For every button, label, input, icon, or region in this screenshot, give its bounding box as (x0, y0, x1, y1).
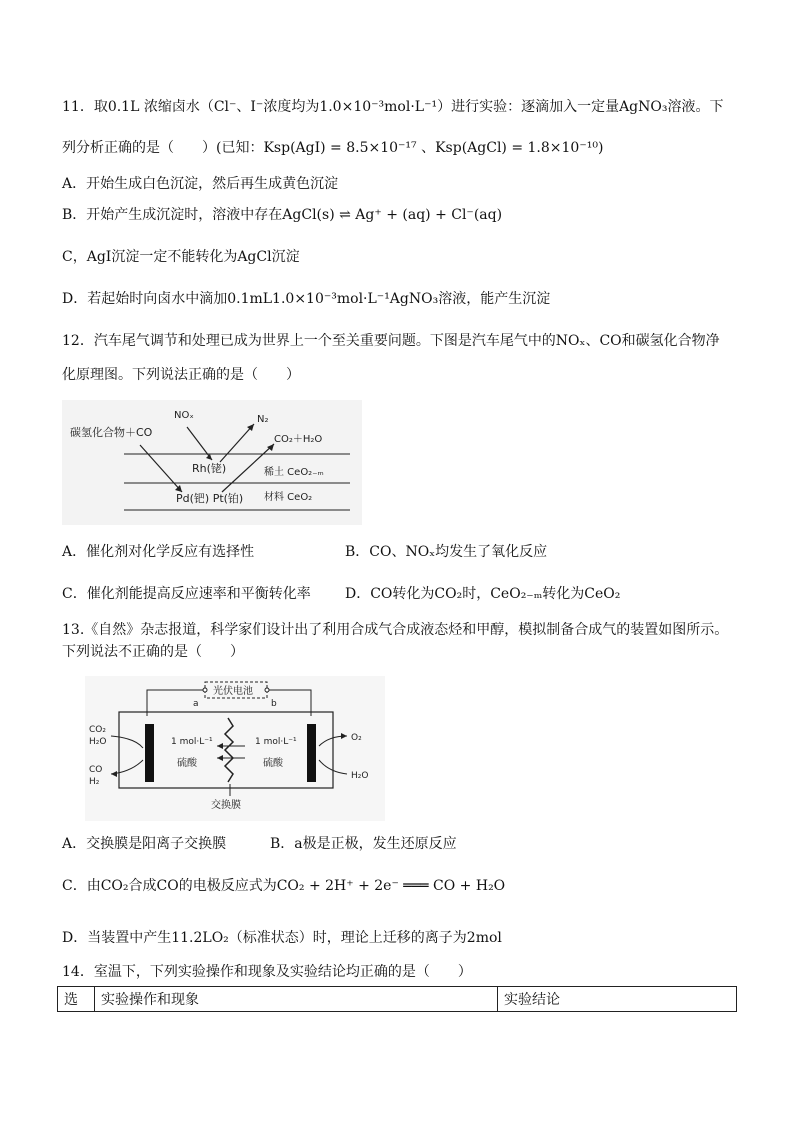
table-header-cell: 实验结论 (498, 987, 737, 1012)
q13-stem-line2: 下列说法不正确的是（ ） (62, 644, 244, 660)
label-acid-right: 硫酸 (263, 758, 283, 769)
label-pv-cell: 光伏电池 (213, 686, 253, 697)
q13-option-a: A．交换膜是阳离子交换膜 (62, 836, 227, 852)
label-nox: NOₓ (174, 410, 194, 421)
label-acid-left: 硫酸 (177, 758, 197, 769)
q13-option-d: D．当装置中产生11.2LO₂（标准状态）时，理论上迁移的离子为2mol (62, 930, 502, 946)
q11-option-c: C，AgI沉淀一定不能转化为AgCl沉淀 (62, 249, 300, 265)
table-header-row (58, 987, 737, 1012)
q11-option-d: D．若起始时向卤水中滴加0.1mL1.0×10⁻³mol·L⁻¹AgNO₃溶液，能产生沉淀 (62, 291, 551, 307)
label-h2-out: H₂ (89, 777, 100, 787)
q14-table (57, 986, 737, 1012)
q13-option-b: B．a极是正极，发生还原反应 (270, 836, 457, 852)
electrolysis-cell-diagram (85, 676, 385, 821)
q12-option-b: B．CO、NOₓ均发生了氧化反应 (345, 544, 548, 560)
label-co-out: CO (89, 765, 103, 775)
table-header-cell: 选 (58, 987, 95, 1012)
catalytic-converter-figure (62, 400, 362, 529)
label-conc-right: 1 mol·L⁻¹ (255, 737, 297, 747)
table-header-cell: 实验操作和现象 (95, 987, 498, 1012)
q11-option-a: A．开始生成白色沉淀，然后再生成黄色沉淀 (62, 176, 339, 192)
label-pd-pt: Pd(钯) Pt(铂) (176, 492, 244, 505)
label-hydrocarbon-co: 碳氢化合物＋CO (70, 426, 153, 439)
q13-stem-line1: 13.《自然》杂志报道，科学家们设计出了利用合成气合成液态烃和甲醇，模拟制备合成气的装置如图所示。 (62, 622, 729, 638)
q12-stem-line1: 12．汽车尾气调节和处理已成为世界上一个至关重要问题。下图是汽车尾气中的NOₓ、CO和碳氢化合物净 (62, 333, 720, 349)
q13-option-c: C．由CO₂合成CO的电极反应式为CO₂ + 2H⁺ + 2e⁻ ═══ CO + H₂O (62, 878, 506, 894)
q11-stem-line2: 列分析正确的是（ ）(已知：Ksp(AgI) = 8.5×10⁻¹⁷ 、Ksp(AgCl) = 1.8×10⁻¹⁰) (62, 140, 604, 156)
label-exchange-membrane: 交换膜 (211, 800, 241, 811)
label-b: b (271, 699, 277, 709)
label-n2: N₂ (257, 414, 269, 425)
q14-stem: 14．室温下，下列实验操作和现象及实验结论均正确的是（ ） (62, 964, 472, 980)
label-o2-out: O₂ (351, 733, 362, 743)
label-h2o-in-right: H₂O (351, 771, 369, 781)
label-co2-h2o: CO₂＋H₂O (274, 434, 323, 445)
q12-option-a: A．催化剂对化学反应有选择性 (62, 544, 255, 560)
label-a: a (193, 699, 199, 709)
q12-option-d: D．CO转化为CO₂时，CeO₂₋ₘ转化为CeO₂ (345, 586, 621, 602)
label-conc-left: 1 mol·L⁻¹ (171, 737, 213, 747)
label-material-ceo2: 材料 CeO₂ (264, 492, 313, 503)
label-rh: Rh(铑) (192, 462, 227, 475)
q12-stem-line2: 化原理图。下列说法正确的是（ ） (62, 367, 300, 383)
label-ceo2-m: 稀土 CeO₂₋ₘ (264, 467, 324, 478)
q11-stem-line1: 11．取0.1L 浓缩卤水（Cl⁻、I⁻浓度均为1.0×10⁻³mol·L⁻¹）进行实验：逐滴加入一定量AgNO₃溶液。下 (62, 99, 724, 115)
q11-option-b: B．开始产生成沉淀时，溶液中存在AgCl(s) ⇌ Ag⁺ + (aq) + Cl⁻(aq) (62, 207, 503, 223)
catalytic-converter-diagram (62, 400, 362, 525)
label-h2o-in-left: H₂O (89, 737, 107, 747)
q12-option-c: C．催化剂能提高反应速率和平衡转化率 (62, 586, 311, 602)
label-co2-in: CO₂ (89, 725, 106, 735)
electrolysis-cell-figure (85, 676, 385, 825)
